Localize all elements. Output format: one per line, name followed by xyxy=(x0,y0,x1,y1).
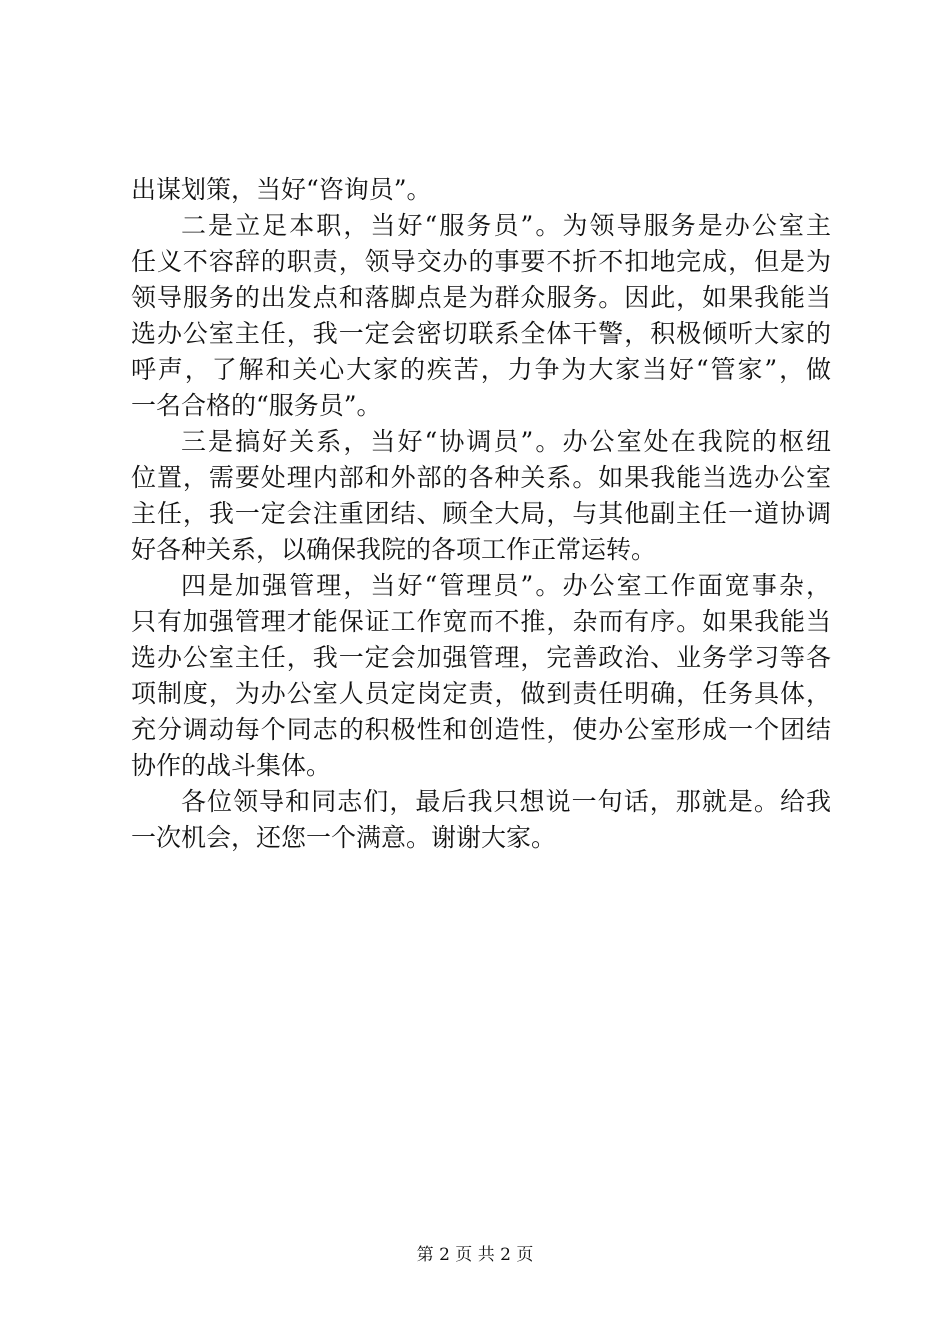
text-line: 各位领导和同志们，最后我只想说一句话，那就是。给我 xyxy=(181,787,831,816)
text-line: 任义不容辞的职责，领导交办的事要不折不扣地完成，但是为 xyxy=(131,247,831,276)
text-line: 位置，需要处理内部和外部的各种关系。如果我能当选办公室 xyxy=(131,463,831,492)
text-line: 三是搞好关系，当好“协调员”。办公室处在我院的枢纽 xyxy=(181,427,831,456)
text-line: 好各种关系，以确保我院的各项工作正常运转。 xyxy=(131,535,657,564)
text-line: 选办公室主任，我一定会加强管理，完善政治、业务学习等各 xyxy=(131,643,831,672)
text-line: 选办公室主任，我一定会密切联系全体干警，积极倾听大家的 xyxy=(131,319,831,348)
text-line: 协作的战斗集体。 xyxy=(131,751,332,780)
text-line: 主任，我一定会注重团结、顾全大局，与其他副主任一道协调 xyxy=(131,499,831,528)
text-line: 项制度，为办公室人员定岗定责，做到责任明确，任务具体， xyxy=(131,679,831,708)
text-line: 一次机会，还您一个满意。谢谢大家。 xyxy=(131,823,557,852)
text-line: 一名合格的“服务员”。 xyxy=(131,391,382,420)
text-line: 领导服务的出发点和落脚点是为群众服务。因此，如果我能当 xyxy=(131,283,831,312)
text-line: 二是立足本职，当好“服务员”。为领导服务是办公室主 xyxy=(181,211,831,240)
text-line: 只有加强管理才能保证工作宽而不推，杂而有序。如果我能当 xyxy=(131,607,831,636)
text-line: 呼声，了解和关心大家的疾苦，力争为大家当好“管家”，做 xyxy=(131,355,831,384)
text-line: 四是加强管理，当好“管理员”。办公室工作面宽事杂， xyxy=(181,571,831,600)
page-footer: 第 2 页 共 2 页 xyxy=(416,1245,534,1265)
text-line: 出谋划策，当好“咨询员”。 xyxy=(131,175,432,204)
text-line: 充分调动每个同志的积极性和创造性，使办公室形成一个团结 xyxy=(131,715,831,744)
document-body xyxy=(131,172,831,856)
